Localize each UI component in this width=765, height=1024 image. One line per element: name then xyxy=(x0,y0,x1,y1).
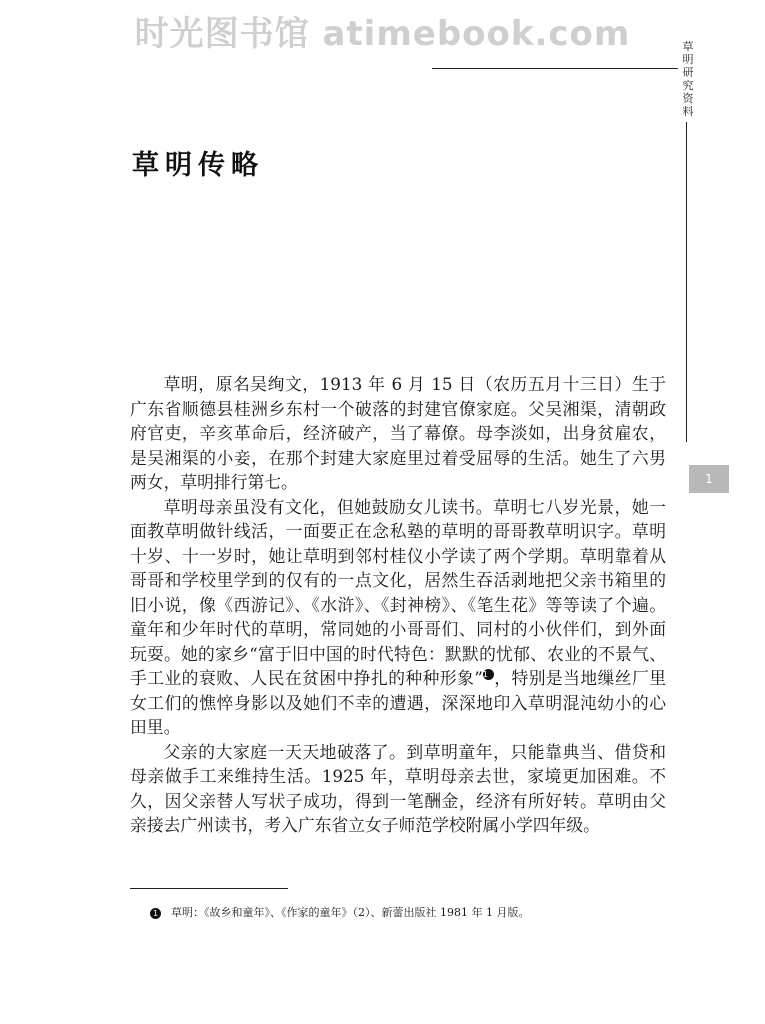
side-title-char: 究 xyxy=(682,79,694,92)
side-title-char: 资 xyxy=(682,92,694,105)
footnote-number: 1 xyxy=(150,908,161,919)
side-title-char: 料 xyxy=(682,105,694,118)
page-number-tab xyxy=(689,465,729,493)
side-title-char: 草 xyxy=(682,40,694,53)
side-title-char: 明 xyxy=(682,53,694,66)
paragraph-text: 草明，原名吴绚文，1913 年 6 月 15 日（农历五月十三日）生于广东省顺德县桂洲乡东村一个破落的封建官僚家庭。父吴湘渠，清朝政府官吏，辛亥革命后，经济破产，当了幕僚。母李淡如，出身贫雇农，是吴湘渠的小妾，在那个封建大家庭里过着受屈辱的生活。她生了六男两女，草明排行第七。 xyxy=(130,374,666,492)
paragraph-2 xyxy=(130,495,666,740)
body-text xyxy=(130,372,666,838)
paragraph-1 xyxy=(130,372,666,495)
header-rule xyxy=(432,68,678,69)
watermark: 时光图书馆 atimebook.com xyxy=(134,14,631,54)
paragraph-text: 草明母亲虽没有文化，但她鼓励女儿读书。草明七八岁光景，她一面教草明做针线活，一面要正在念私塾的草明的哥哥教草明识字。草明十岁、十一岁时，她让草明到邻村桂仪小学读了两个学期。草明靠着从哥哥和学校里学到的仅有的一点文化，居然生吞活剥地把父亲书箱里的旧小说，像《西游记》、《水浒》、《封神榜》、《笔生花》等等读了个遍。童年和少年时代的草明，常同她的小哥哥们、同村的小伙伴们，到外面玩耍。她的家乡“富于旧中国的时代特色：默默的忧郁、农业的不景气、手工业的衰败、人民在贫困中挣扎的种种形象” xyxy=(130,496,666,688)
footnote-marker[interactable]: 1 xyxy=(483,669,494,680)
paragraph-text: 父亲的大家庭一天天地破落了。到草明童年，只能靠典当、借贷和母亲做手工来维持生活。1925 年，草明母亲去世，家境更加困难。不久，因父亲替人写状子成功，得到一笔酬金，经济有所好转。草明由父亲接去广州读书，考入广东省立女子师范学校附属小学四年级。 xyxy=(130,741,666,835)
page-number: 1 xyxy=(705,472,713,486)
paragraph-3 xyxy=(130,740,666,838)
paragraph-text: ，特别是当地缫丝厂里女工们的憔悴身影以及她们不幸的遭遇，深深地印入草明混沌幼小的心田里。 xyxy=(130,668,666,737)
running-header-title xyxy=(680,40,696,118)
footnote-rule xyxy=(130,888,288,889)
footnote xyxy=(150,905,670,920)
side-rule xyxy=(686,122,687,442)
footnote-text: 草明：《故乡和童年》、《作家的童年》（2）、新蕾出版社 1981 年 1 月版。 xyxy=(171,906,530,919)
side-title-char: 研 xyxy=(682,66,694,79)
chapter-title: 草明传略 xyxy=(132,150,264,181)
